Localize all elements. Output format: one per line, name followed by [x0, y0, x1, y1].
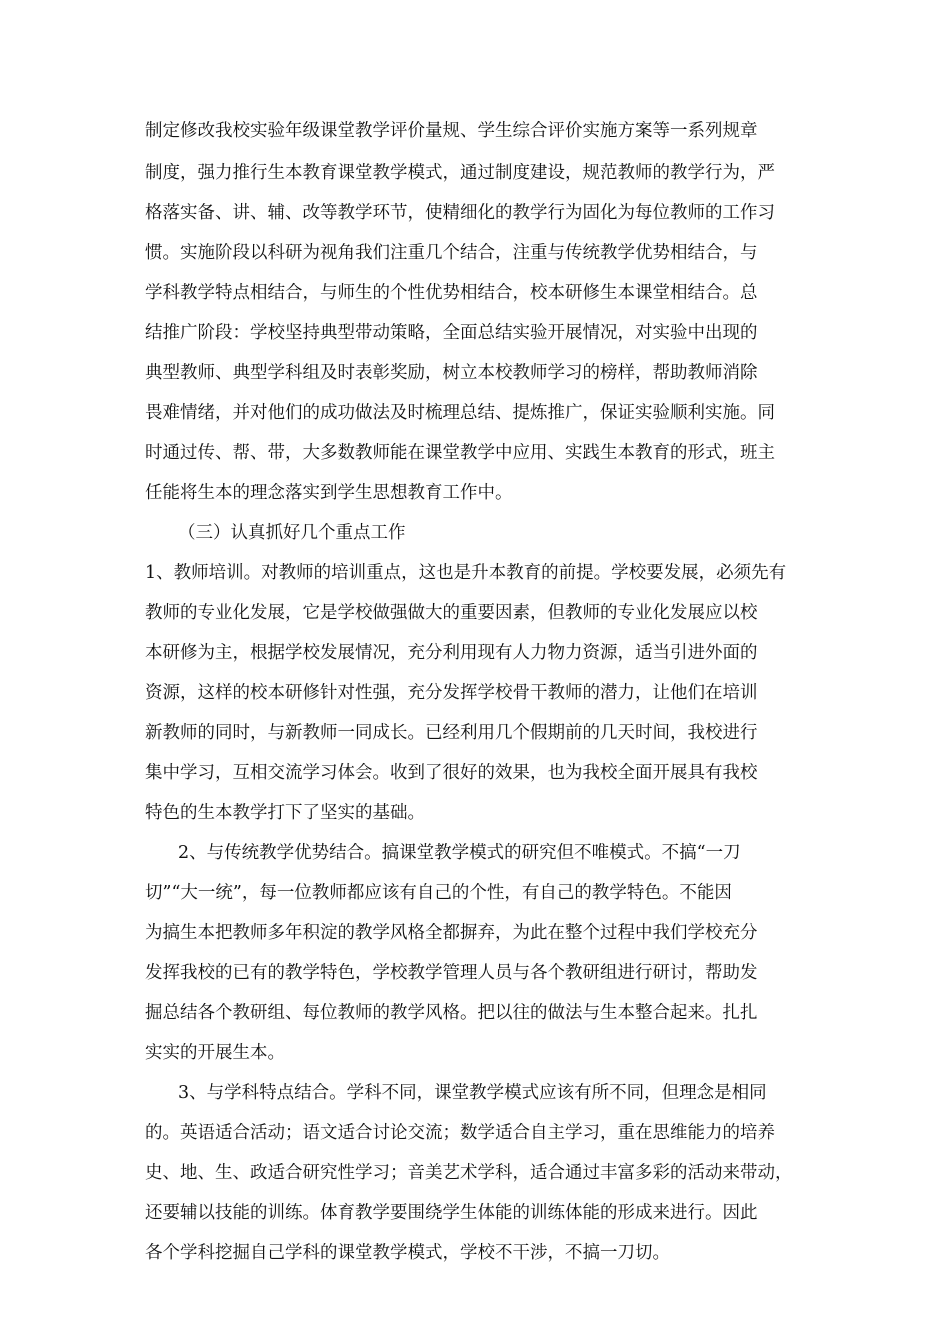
- text-line: 还要辅以技能的训练。体育教学要围绕学生体能的训练体能的形成来进行。因此: [145, 1203, 758, 1223]
- text-line: 实实的开展生本。: [145, 1043, 285, 1063]
- text-line: 制定修改我校实验年级课堂教学评价量规、学生综合评价实施方案等一系列规章: [145, 121, 758, 141]
- text-line: 的。英语适合活动；语文适合讨论交流；数学适合自主学习，重在思维能力的培养: [145, 1123, 775, 1143]
- text-line: 格落实备、讲、辅、改等教学环节，使精细化的教学行为固化为每位教师的工作习: [145, 203, 775, 223]
- text-line: 切”“大一统”，每一位教师都应该有自己的个性，有自己的教学特色。不能因: [145, 883, 732, 903]
- text-line: 学科教学特点相结合，与师生的个性优势相结合，校本研修生本课堂相结合。总: [145, 283, 758, 303]
- text-line: 制度，强力推行生本教育课堂教学模式，通过制度建设，规范教师的教学行为，严: [145, 163, 775, 183]
- text-line: 史、地、生、政适合研究性学习；音美艺术学科，适合通过丰富多彩的活动来带动，: [145, 1163, 793, 1183]
- text-line: 结推广阶段：学校坚持典型带动策略，全面总结实验开展情况，对实验中出现的: [145, 323, 758, 343]
- text-line: 2、与传统教学优势结合。搞课堂教学模式的研究但不唯模式。不搞“一刀: [178, 843, 741, 863]
- text-line: 掘总结各个教研组、每位教师的教学风格。把以往的做法与生本整合起来。扎扎: [145, 1003, 758, 1023]
- section-heading: （三）认真抓好几个重点工作: [178, 523, 406, 543]
- text-line: 3、与学科特点结合。学科不同，课堂教学模式应该有所不同，但理念是相同: [178, 1083, 767, 1103]
- text-line: 本研修为主，根据学校发展情况，充分利用现有人力物力资源，适当引进外面的: [145, 643, 758, 663]
- text-line: 1、教师培训。对教师的培训重点，这也是升本教育的前提。学校要发展，必须先有: [145, 563, 787, 583]
- text-line: 典型教师、典型学科组及时表彰奖励，树立本校教师学习的榜样，帮助教师消除: [145, 363, 758, 383]
- text-line: 时通过传、帮、带，大多数教师能在课堂教学中应用、实践生本教育的形式，班主: [145, 443, 775, 463]
- text-line: 教师的专业化发展，它是学校做强做大的重要因素，但教师的专业化发展应以校: [145, 603, 758, 623]
- text-line: 惯。实施阶段以科研为视角我们注重几个结合，注重与传统教学优势相结合，与: [145, 243, 758, 263]
- text-line: 发挥我校的已有的教学特色，学校教学管理人员与各个教研组进行研讨，帮助发: [145, 963, 758, 983]
- text-line: 新教师的同时，与新教师一同成长。已经利用几个假期前的几天时间，我校进行: [145, 723, 758, 743]
- text-line: 任能将生本的理念落实到学生思想教育工作中。: [145, 483, 513, 503]
- text-line: 集中学习，互相交流学习体会。收到了很好的效果，也为我校全面开展具有我校: [145, 763, 758, 783]
- text-line: 各个学科挖掘自己学科的课堂教学模式，学校不干涉，不搞一刀切。: [145, 1243, 670, 1263]
- text-line: 畏难情绪，并对他们的成功做法及时梳理总结、提炼推广，保证实验顺利实施。同: [145, 403, 775, 423]
- text-line: 为搞生本把教师多年积淀的教学风格全都摒弃，为此在整个过程中我们学校充分: [145, 923, 758, 943]
- text-line: 资源，这样的校本研修针对性强，充分发挥学校骨干教师的潜力，让他们在培训: [145, 683, 758, 703]
- text-line: 特色的生本教学打下了坚实的基础。: [145, 803, 425, 823]
